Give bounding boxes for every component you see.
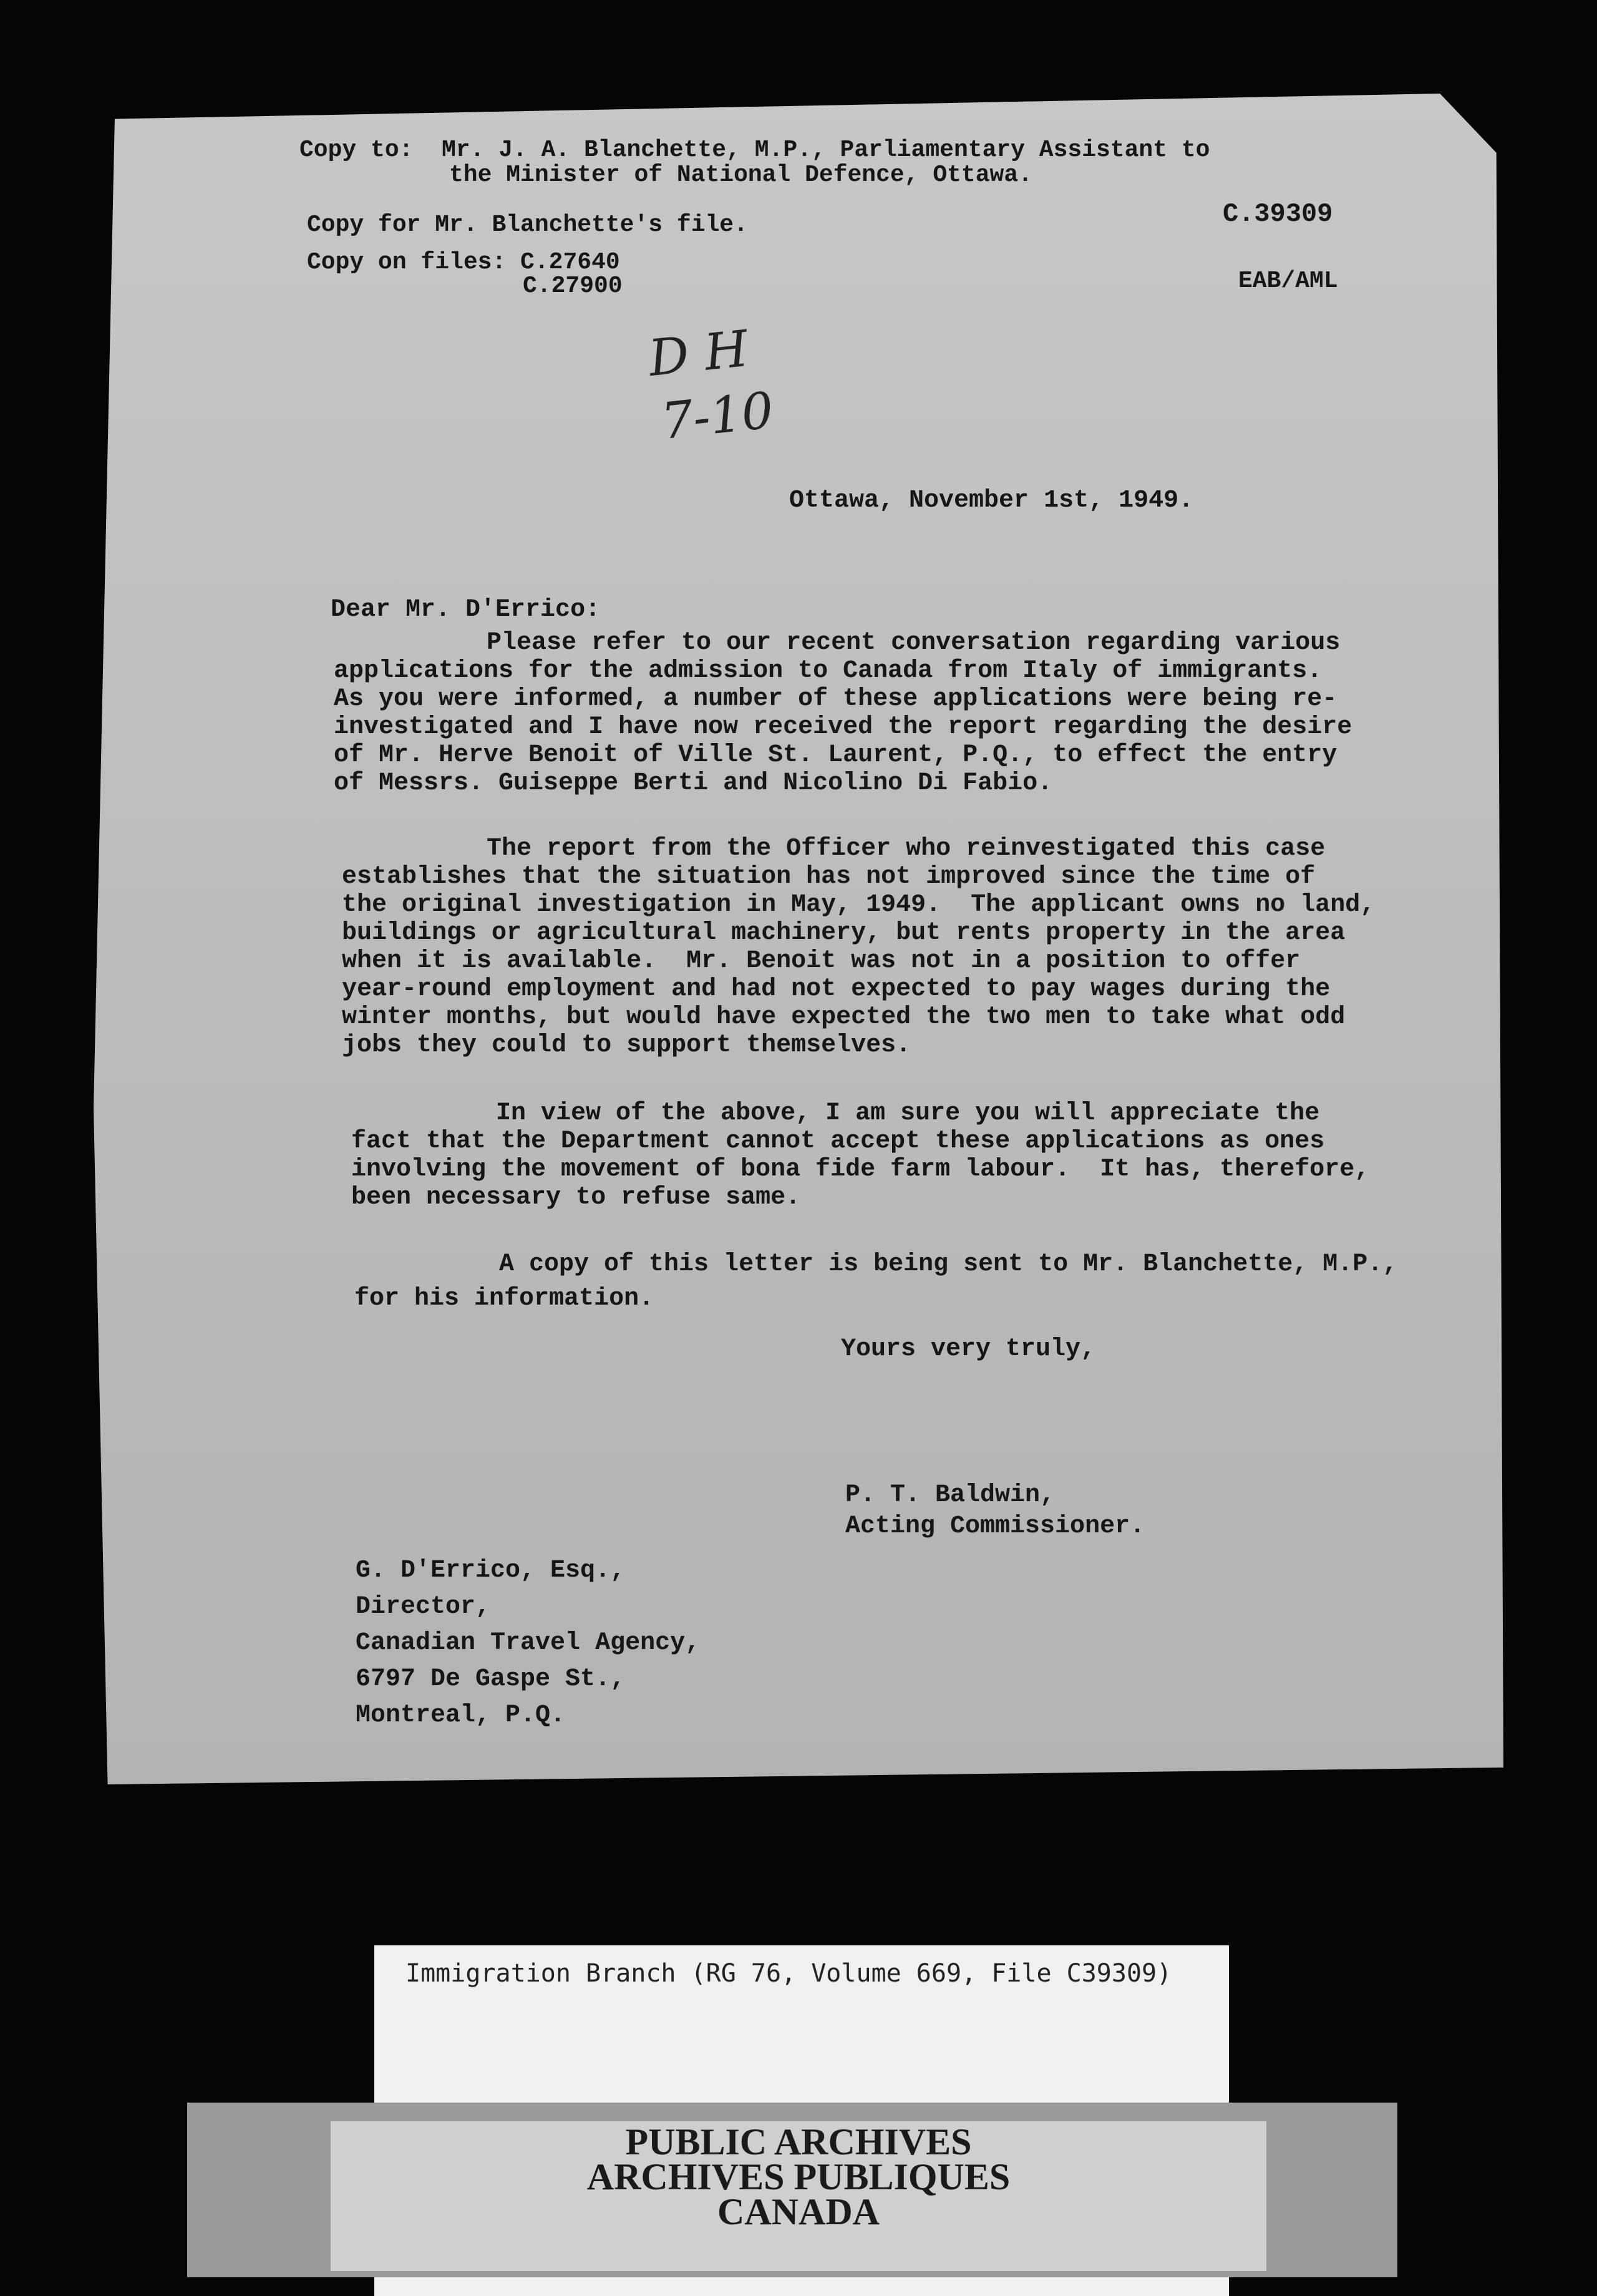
copy-to-line: Copy to: Mr. J. A. Blanchette, M.P., Parliamentary Assistant to: [299, 137, 1210, 163]
paragraph-1-line: of Mr. Herve Benoit of Ville St. Laurent, P.Q., to effect the entry: [334, 741, 1337, 769]
copy-on-files-line: Copy on files: C.27640: [307, 249, 620, 276]
signatory-title: Acting Commissioner.: [845, 1512, 1145, 1540]
handwritten-note: D H: [646, 319, 751, 388]
paragraph-2-line: establishes that the situation has not improved since the time of: [342, 863, 1316, 891]
caption-text: Immigration Branch (RG 76, Volume 669, File C39309): [405, 1959, 1172, 1988]
paragraph-4-line: A copy of this letter is being sent to Mr. Blanchette, M.P.,: [499, 1250, 1398, 1278]
paragraph-3-line: involving the movement of bona fide farm labour. It has, therefore,: [351, 1155, 1370, 1184]
typist-initials: EAB/AML: [1238, 268, 1338, 294]
paragraph-2-line: year-round employment and had not expected to pay wages during the: [342, 975, 1331, 1003]
handwritten-note-2: 7-10: [658, 381, 777, 451]
paragraph-1-line: As you were informed, a number of these applications were being re-: [334, 685, 1337, 713]
salutation: Dear Mr. D'Errico:: [331, 596, 601, 624]
paragraph-1-line: applications for the admission to Canada from Italy of immigrants.: [334, 657, 1323, 685]
closing: Yours very truly,: [841, 1335, 1096, 1363]
address-line: Canadian Travel Agency,: [356, 1629, 701, 1657]
paragraph-2-line: buildings or agricultural machinery, but rents property in the area: [342, 919, 1346, 947]
paragraph-1-line: Please refer to our recent conversation regarding various: [487, 629, 1341, 657]
copy-for-file-line: Copy for Mr. Blanchette's file.: [307, 212, 748, 238]
paragraph-2-line: the original investigation in May, 1949. The applicant owns no land,: [342, 891, 1376, 919]
paragraph-4-line: for his information.: [354, 1285, 654, 1313]
stamp-line: CANADA: [717, 2191, 880, 2232]
file-reference: C.39309: [1223, 199, 1333, 229]
paragraph-2-line: jobs they could to support themselves.: [342, 1031, 911, 1059]
paragraph-3-line: been necessary to refuse same.: [351, 1184, 801, 1212]
address-line: 6797 De Gaspe St.,: [356, 1665, 626, 1693]
paragraph-3-line: fact that the Department cannot accept these applications as ones: [351, 1127, 1325, 1155]
paragraph-2-line: winter months, but would have expected the two men to take what odd: [342, 1003, 1346, 1031]
address-line: G. D'Errico, Esq.,: [356, 1557, 626, 1585]
copy-on-files-line-2: C.27900: [523, 273, 623, 299]
paragraph-3-line: In view of the above, I am sure you will appreciate the: [496, 1099, 1320, 1127]
paragraph-2-line: when it is available. Mr. Benoit was not in a position to offer: [342, 947, 1301, 975]
address-line: Director,: [356, 1593, 491, 1621]
letter-date: Ottawa, November 1st, 1949.: [789, 487, 1194, 515]
paragraph-1-line: of Messrs. Guiseppe Berti and Nicolino Di Fabio.: [334, 769, 1053, 797]
stamp-line: PUBLIC ARCHIVES: [625, 2121, 972, 2162]
address-line: Montreal, P.Q.: [356, 1701, 566, 1729]
stamp-line: ARCHIVES PUBLIQUES: [586, 2156, 1011, 2197]
signatory-name: P. T. Baldwin,: [845, 1481, 1056, 1509]
paragraph-2-line: The report from the Officer who reinvestigated this case: [487, 835, 1326, 863]
copy-to-line-2: the Minister of National Defence, Ottawa.: [449, 162, 1032, 188]
paragraph-1-line: investigated and I have now received the report regarding the desire: [334, 713, 1352, 741]
